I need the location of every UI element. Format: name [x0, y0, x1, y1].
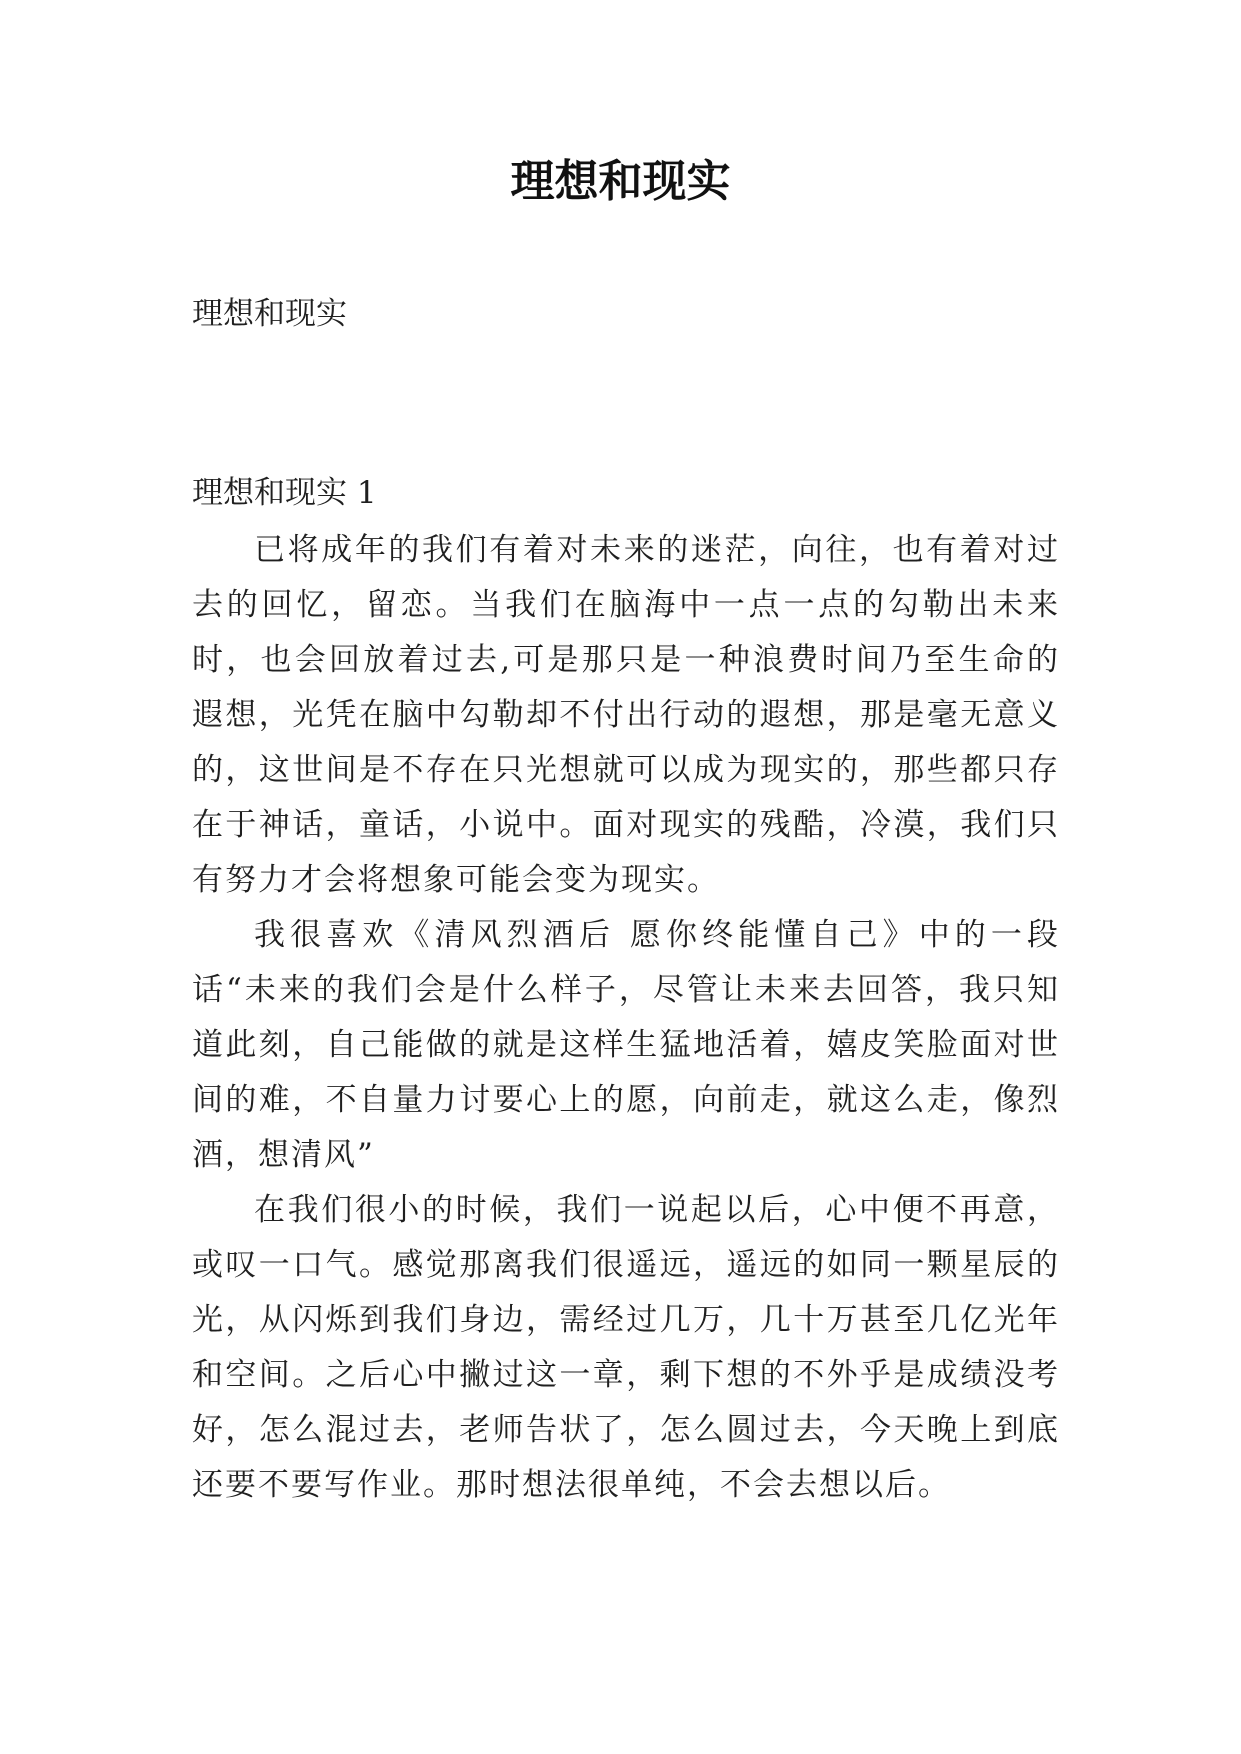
paragraph: 我很喜欢《清风烈酒后 愿你终能懂自己》中的一段话“未来的我们会是什么样子，尽管让未来去回答，我只知道此刻，自己能做的就是这样生猛地活着，嬉皮笑脸面对世间的难，不自量力讨要心上的愿，向前走，就这么走，像烈酒，想清风” — [192, 917, 1060, 1173]
document-title: 理想和现实 — [510, 156, 731, 207]
section-heading: 理想和现实 1 — [192, 475, 377, 511]
body-text — [192, 523, 1060, 1513]
paragraph: 在我们很小的时候，我们一说起以后，心中便不再意，或叹一口气。感觉那离我们很遥远，遥远的如同一颗星辰的光，从闪烁到我们身边，需经过几万，几十万甚至几亿光年和空间。之后心中撇过这一章，剩下想的不外乎是成绩没考好，怎么混过去，老师告状了，怎么圆过去，今天晚上到底还要不要写作业。那时想法很单纯，不会去想以后。 — [192, 1192, 1060, 1503]
document-subtitle: 理想和现实 — [192, 296, 347, 332]
paragraph: 已将成年的我们有着对未来的迷茫，向往，也有着对过去的回忆，留恋。当我们在脑海中一点一点的勾勒出未来时，也会回放着过去,可是那只是一种浪费时间乃至生命的遐想，光凭在脑中勾勒却不付出行动的遐想，那是毫无意义的，这世间是不存在只光想就可以成为现实的，那些都只存在于神话，童话，小说中。面对现实的残酷，冷漠，我们只有努力才会将想象可能会变为现实。 — [192, 532, 1060, 898]
